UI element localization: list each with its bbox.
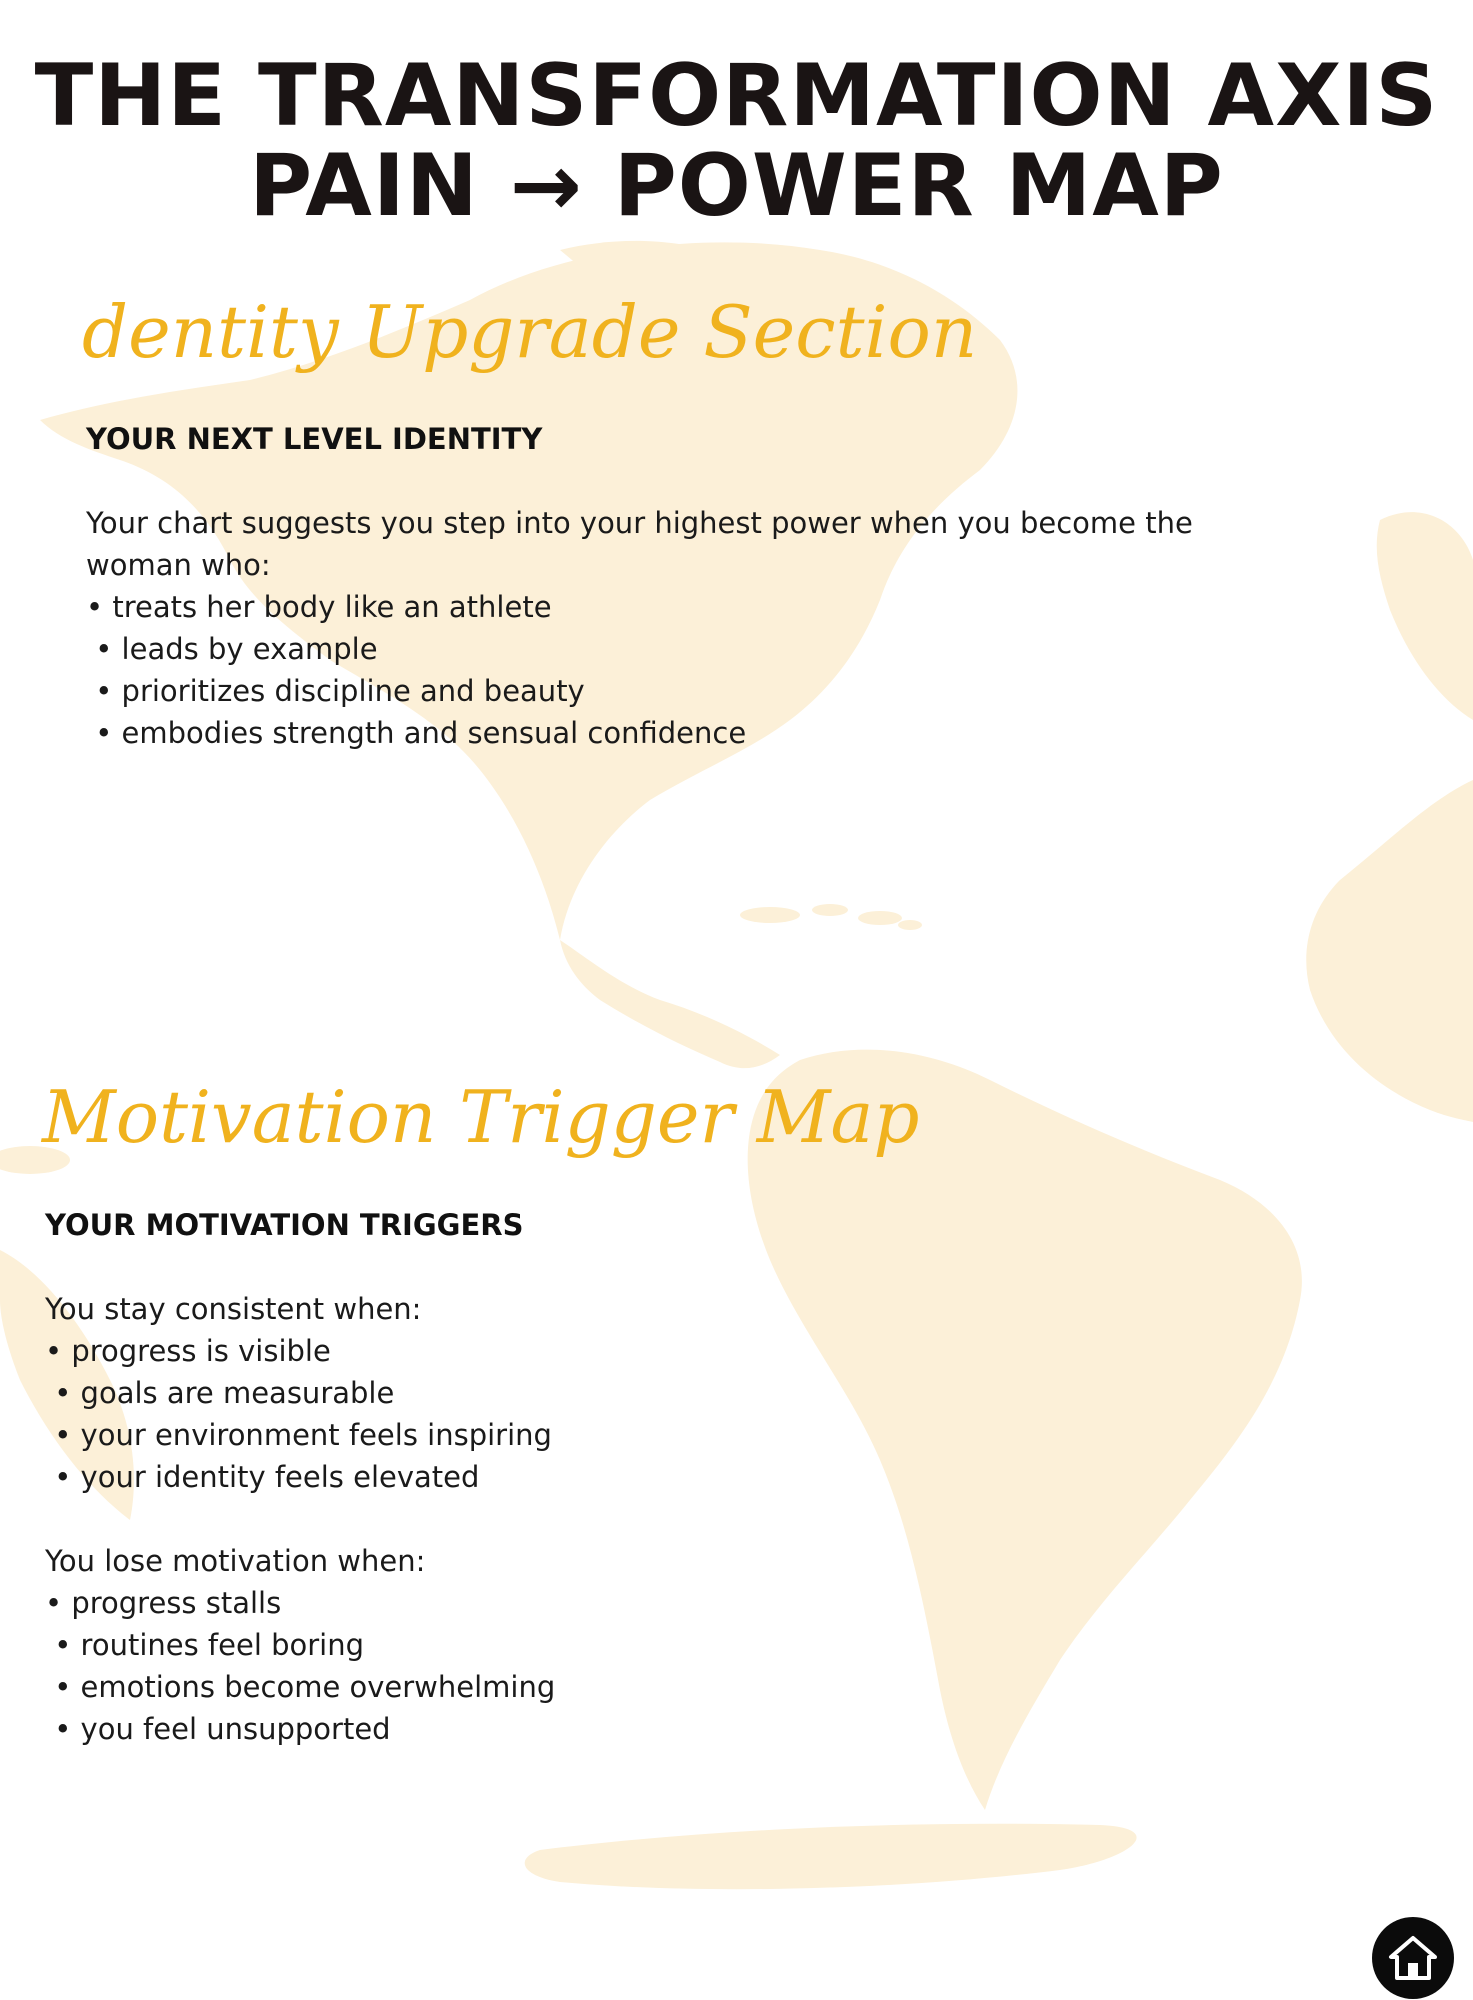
identity-bullet: • treats her body like an athlete — [86, 590, 552, 624]
home-icon — [1388, 1935, 1438, 1981]
motivation-body — [45, 1288, 555, 1750]
identity-script-heading: dentity Upgrade Section — [82, 290, 978, 374]
paragraph-gap — [45, 1498, 555, 1540]
motivation-subheading: YOUR MOTIVATION TRIGGERS — [45, 1208, 524, 1242]
consistent-bullet: • your identity feels elevated — [45, 1460, 480, 1494]
motivation-script-heading: Motivation Trigger Map — [42, 1075, 920, 1159]
page-title-line-2: PAIN → POWER MAP — [249, 136, 1224, 236]
identity-bullet: • leads by example — [86, 632, 378, 666]
home-button[interactable] — [1372, 1917, 1454, 1999]
lose-intro: You lose motivation when: — [45, 1544, 426, 1578]
identity-bullet: • prioritizes discipline and beauty — [86, 674, 585, 708]
identity-intro-line-1: Your chart suggests you step into your highest power when you become the — [86, 506, 1193, 540]
identity-body — [86, 502, 1193, 754]
lose-bullet: • routines feel boring — [45, 1628, 365, 1662]
lose-bullet: • emotions become overwhelming — [45, 1670, 556, 1704]
lose-bullet: • you feel unsupported — [45, 1712, 391, 1746]
identity-intro-line-2: woman who: — [86, 548, 271, 582]
identity-subheading: YOUR NEXT LEVEL IDENTITY — [86, 422, 543, 456]
consistent-bullet: • your environment feels inspiring — [45, 1418, 552, 1452]
consistent-intro: You stay consistent when: — [45, 1292, 422, 1326]
lose-bullet: • progress stalls — [45, 1586, 282, 1620]
identity-bullet: • embodies strength and sensual confidence — [86, 716, 747, 750]
page-title-line-1: THE TRANSFORMATION AXIS — [34, 46, 1439, 146]
consistent-bullet: • goals are measurable — [45, 1376, 395, 1410]
consistent-bullet: • progress is visible — [45, 1334, 331, 1368]
